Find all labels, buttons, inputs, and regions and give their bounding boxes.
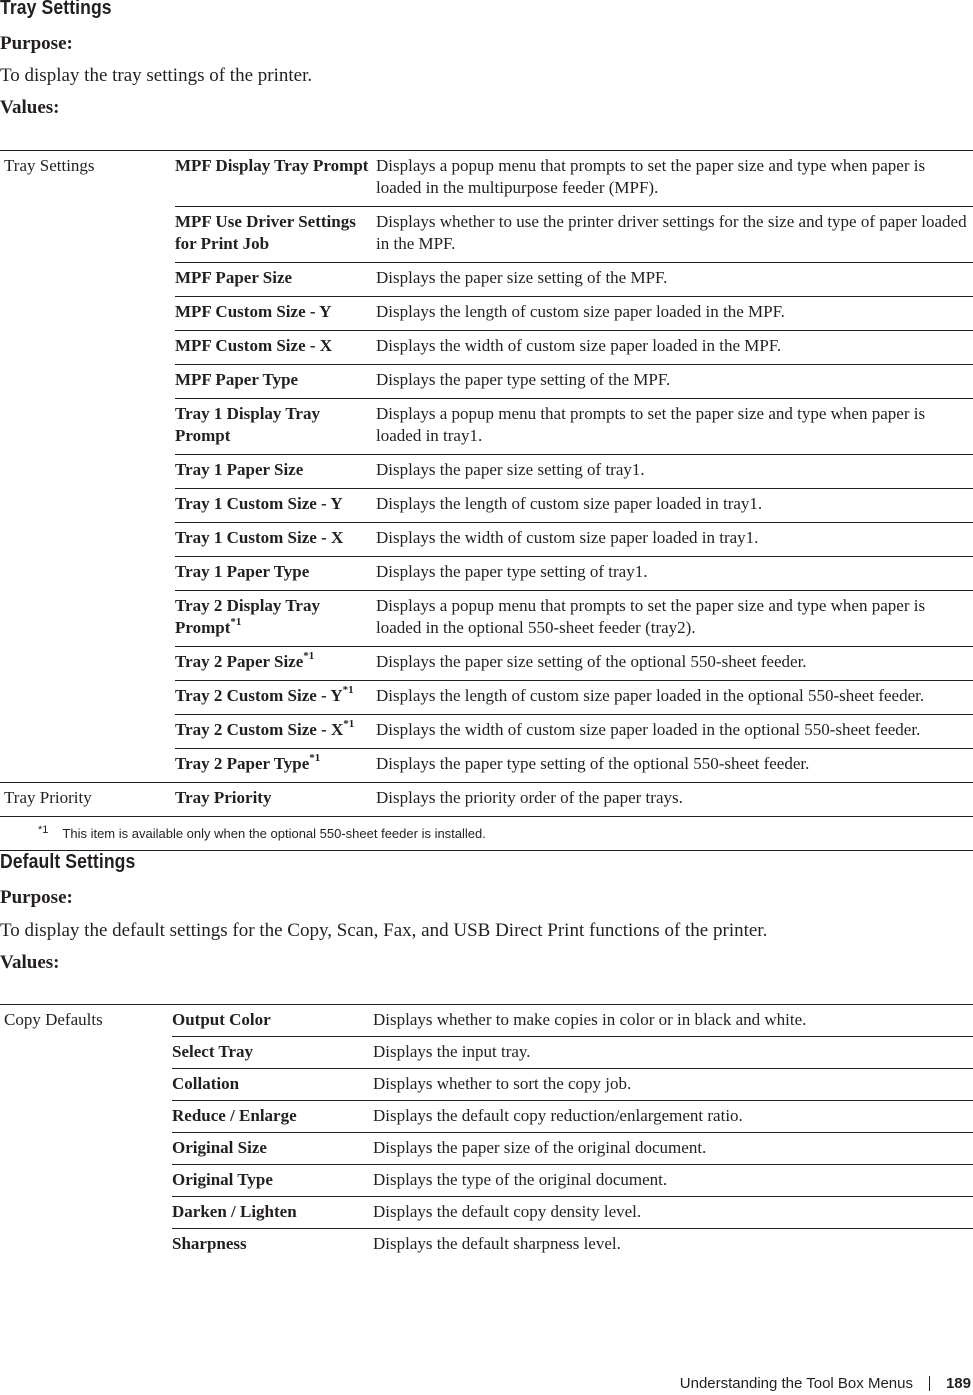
footnote-ref: *1 — [342, 684, 354, 697]
table-row — [0, 297, 973, 331]
setting-description: Displays the priority order of the paper trays. — [376, 783, 973, 817]
footnote-ref: *1 — [303, 650, 315, 663]
footer-divider — [929, 1376, 930, 1391]
setting-name — [175, 151, 376, 207]
values-label: Values: — [0, 97, 60, 118]
setting-name-text: MPF Display Tray Prompt — [175, 156, 369, 175]
setting-description: Displays the width of custom size paper loaded in tray1. — [376, 523, 973, 557]
setting-group — [0, 715, 175, 749]
setting-description: Displays the length of custom size paper loaded in tray1. — [376, 489, 973, 523]
setting-name-text: Tray 1 Paper Size — [175, 460, 304, 479]
setting-group — [0, 1133, 172, 1165]
default-settings-table — [0, 1004, 973, 1260]
table-row — [0, 647, 973, 681]
setting-name — [175, 399, 376, 455]
values-label-default: Values: — [0, 952, 60, 973]
setting-group — [0, 297, 175, 331]
table-row — [0, 151, 973, 207]
setting-group — [0, 1101, 172, 1133]
setting-name-text: Tray 2 Paper Type — [175, 754, 310, 773]
section-title-default-settings: Default Settings — [0, 851, 136, 873]
setting-group: Tray Priority — [0, 783, 175, 817]
tray-settings-table — [0, 150, 973, 851]
setting-description: Displays the length of custom size paper loaded in the MPF. — [376, 297, 973, 331]
setting-group — [0, 681, 175, 715]
footnote-row — [0, 817, 973, 851]
table-row — [0, 1133, 973, 1165]
table-row — [0, 1165, 973, 1197]
setting-name — [175, 263, 376, 297]
table-row — [0, 1069, 973, 1101]
setting-description: Displays the paper size setting of tray1. — [376, 455, 973, 489]
setting-group — [0, 591, 175, 647]
footnote-ref: *1 — [230, 616, 242, 629]
table-row — [0, 783, 973, 817]
setting-description: Displays a popup menu that prompts to set the paper size and type when paper is loaded in tray1. — [376, 399, 973, 455]
setting-name — [175, 523, 376, 557]
setting-name-text: Tray 2 Custom Size - Y — [175, 686, 343, 705]
footnote-ref: *1 — [343, 718, 355, 731]
table-row — [0, 1101, 973, 1133]
setting-name — [175, 681, 376, 715]
table-row — [0, 207, 973, 263]
setting-group: Copy Defaults — [0, 1005, 172, 1037]
setting-name — [175, 591, 376, 647]
footnote-text: This item is available only when the optional 550-sheet feeder is installed. — [62, 826, 486, 841]
setting-name: Output Color — [172, 1005, 373, 1037]
setting-group — [0, 207, 175, 263]
setting-name — [175, 297, 376, 331]
setting-description: Displays whether to use the printer driver settings for the size and type of paper loaded in the MPF. — [376, 207, 973, 263]
setting-description: Displays the length of custom size paper loaded in the optional 550-sheet feeder. — [376, 681, 973, 715]
setting-description: Displays a popup menu that prompts to set the paper size and type when paper is loaded in the multipurpose feeder (MPF). — [376, 151, 973, 207]
setting-name: Original Size — [172, 1133, 373, 1165]
setting-name-text: Tray 2 Display Tray Prompt — [175, 596, 320, 637]
setting-description: Displays the width of custom size paper loaded in the optional 550-sheet feeder. — [376, 715, 973, 749]
setting-group — [0, 455, 175, 489]
setting-description: Displays the paper type setting of the optional 550-sheet feeder. — [376, 749, 973, 783]
setting-name-text: MPF Paper Size — [175, 268, 293, 287]
table-row — [0, 331, 973, 365]
setting-name: Sharpness — [172, 1229, 373, 1261]
setting-group — [0, 489, 175, 523]
setting-group — [0, 647, 175, 681]
setting-name-text: MPF Custom Size - X — [175, 336, 333, 355]
setting-name-text: Tray 2 Custom Size - X — [175, 720, 344, 739]
setting-name — [175, 455, 376, 489]
setting-group — [0, 1037, 172, 1069]
setting-name-text: Tray 1 Paper Type — [175, 562, 310, 581]
setting-group — [0, 399, 175, 455]
setting-group — [0, 331, 175, 365]
table-row — [0, 1005, 973, 1037]
setting-name: Select Tray — [172, 1037, 373, 1069]
setting-group — [0, 263, 175, 297]
setting-name — [175, 331, 376, 365]
setting-name-text: Tray 1 Custom Size - Y — [175, 494, 343, 513]
page-footer — [680, 1375, 971, 1392]
table-row — [0, 1197, 973, 1229]
setting-group — [0, 1069, 172, 1101]
table-row — [0, 365, 973, 399]
setting-name — [175, 489, 376, 523]
setting-group — [0, 1165, 172, 1197]
table-row — [0, 557, 973, 591]
purpose-text: To display the tray settings of the printer. — [0, 65, 313, 86]
setting-name — [175, 715, 376, 749]
table-row — [0, 681, 973, 715]
setting-description: Displays the input tray. — [373, 1037, 973, 1069]
setting-name — [175, 749, 376, 783]
setting-name-text: Tray 2 Paper Size — [175, 652, 304, 671]
purpose-label-default: Purpose: — [0, 887, 73, 908]
setting-group — [0, 523, 175, 557]
table-row — [0, 399, 973, 455]
setting-description: Displays the paper size setting of the MPF. — [376, 263, 973, 297]
purpose-text-default: To display the default settings for the Copy, Scan, Fax, and USB Direct Print functions of the printer. — [0, 920, 768, 941]
setting-description: Displays the paper size setting of the optional 550-sheet feeder. — [376, 647, 973, 681]
setting-description: Displays a popup menu that prompts to set the paper size and type when paper is loaded in the optional 550-sheet feeder (tray2). — [376, 591, 973, 647]
setting-group — [0, 749, 175, 783]
setting-name-text: MPF Custom Size - Y — [175, 302, 332, 321]
setting-description: Displays the width of custom size paper loaded in the MPF. — [376, 331, 973, 365]
purpose-label: Purpose: — [0, 33, 73, 54]
setting-name: Original Type — [172, 1165, 373, 1197]
table-row — [0, 749, 973, 783]
setting-description: Displays the type of the original document. — [373, 1165, 973, 1197]
table-row — [0, 455, 973, 489]
setting-name — [175, 783, 376, 817]
setting-description: Displays the paper type setting of the MPF. — [376, 365, 973, 399]
setting-group — [0, 1229, 172, 1261]
setting-group — [0, 1197, 172, 1229]
footnote-ref: *1 — [309, 752, 321, 765]
setting-name: Reduce / Enlarge — [172, 1101, 373, 1133]
setting-description: Displays whether to make copies in color or in black and white. — [373, 1005, 973, 1037]
table-row — [0, 715, 973, 749]
setting-description: Displays the paper size of the original document. — [373, 1133, 973, 1165]
table-row — [0, 1229, 973, 1261]
setting-name — [175, 207, 376, 263]
setting-name: Darken / Lighten — [172, 1197, 373, 1229]
setting-name-text: Tray 1 Display Tray Prompt — [175, 404, 320, 445]
table-row — [0, 523, 973, 557]
setting-group — [0, 365, 175, 399]
setting-group — [0, 557, 175, 591]
table-row — [0, 263, 973, 297]
setting-description: Displays the default copy reduction/enlargement ratio. — [373, 1101, 973, 1133]
table-row — [0, 591, 973, 647]
setting-description: Displays the default sharpness level. — [373, 1229, 973, 1261]
setting-name — [175, 365, 376, 399]
table-row — [0, 489, 973, 523]
setting-description: Displays whether to sort the copy job. — [373, 1069, 973, 1101]
table-row — [0, 1037, 973, 1069]
setting-name-text: MPF Use Driver Settings for Print Job — [175, 212, 356, 253]
setting-description: Displays the paper type setting of tray1. — [376, 557, 973, 591]
setting-name-text: MPF Paper Type — [175, 370, 299, 389]
setting-group: Tray Settings — [0, 151, 175, 207]
setting-name: Collation — [172, 1069, 373, 1101]
section-title-tray-settings: Tray Settings — [0, 0, 112, 19]
setting-name — [175, 647, 376, 681]
footnote-mark: *1 — [38, 824, 49, 836]
footnote — [0, 817, 973, 851]
setting-name — [175, 557, 376, 591]
page-number: 189 — [945, 1375, 971, 1392]
setting-name-text: Tray Priority — [175, 788, 272, 807]
setting-name-text: Tray 1 Custom Size - X — [175, 528, 344, 547]
setting-description: Displays the default copy density level. — [373, 1197, 973, 1229]
footer-chapter-title: Understanding the Tool Box Menus — [679, 1375, 913, 1392]
